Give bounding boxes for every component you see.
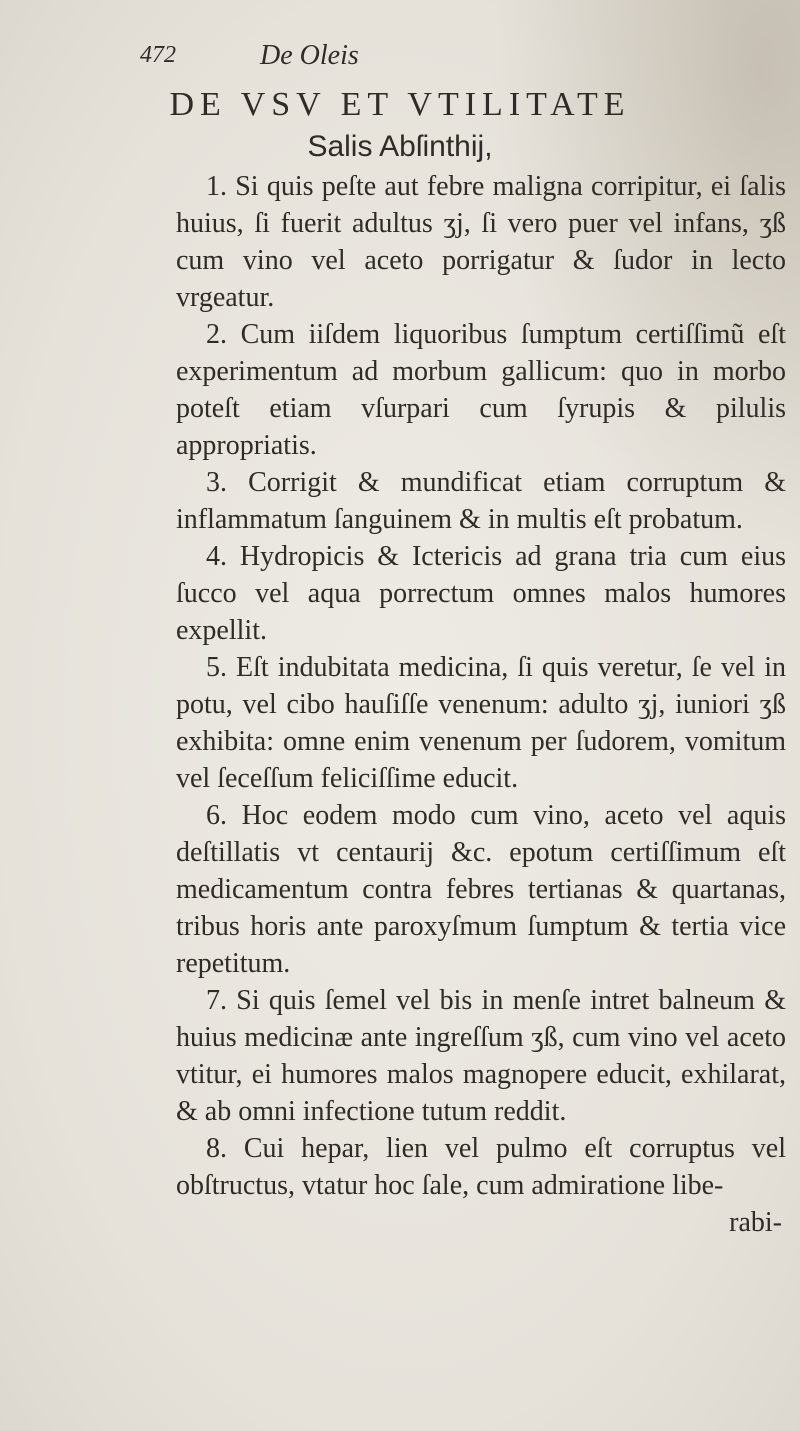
body-text	[176, 168, 786, 1241]
catchword: rabi-	[729, 1207, 782, 1238]
paragraph-6: 6. Hoc eodem modo cum vino, aceto vel aquis deſtillatis vt centaurij &c. epotum certiſſimum eſt medicamentum contra febres tertianas & quartanas, tribus horis ante paroxyſmum ſumptum & tertia vice repetitum.	[176, 800, 786, 979]
section-title: DE VSV ET VTILITATE	[169, 86, 631, 123]
running-head: De Oleis	[260, 40, 359, 71]
paragraph-5: 5. Eſt indubitata medicina, ſi quis veretur, ſe vel in potu, vel cibo hauſiſſe venenum: adulto ʒj, iuniori ʒß exhibita: omne enim venenum per ſudorem, vomitum vel ſeceſſum feliciſſime educit.	[176, 652, 786, 794]
paragraph-1: 1. Si quis peſte aut febre maligna corripitur, ei ſalis huius, ſi fuerit adultus ʒj, ſi vero puer vel infans, ʒß cum vino vel aceto porrigatur & ſudor in lecto vrgeatur.	[176, 171, 786, 313]
paragraph-3: 3. Corrigit & mundificat etiam corruptum & inflammatum ſanguinem & in multis eſt probatum.	[176, 467, 786, 535]
paragraph-2: 2. Cum iiſdem liquoribus ſumptum certiſſimũ eſt experimentum ad morbum gallicum: quo in morbo poteſt etiam vſurpari cum ſyrupis & pilulis appropriatis.	[176, 319, 786, 461]
section-subtitle: Salis Abſinthij,	[307, 130, 493, 163]
page-header	[140, 40, 740, 76]
paragraph-4: 4. Hydropicis & Ictericis ad grana tria cum eius ſucco vel aqua porrectum omnes malos humores expellit.	[176, 541, 786, 646]
page-number: 472	[140, 42, 176, 68]
paragraph-7: 7. Si quis ſemel vel bis in menſe intret balneum & huius medicinæ ante ingreſſum ʒß, cum vino vel aceto vtitur, ei humores malos magnopere educit, exhilarat, & ab omni infectione tutum reddit.	[176, 985, 786, 1127]
paragraph-8: 8. Cui hepar, lien vel pulmo eſt corruptus vel obſtructus, vtatur hoc ſale, cum admiratione libe-	[176, 1133, 786, 1201]
